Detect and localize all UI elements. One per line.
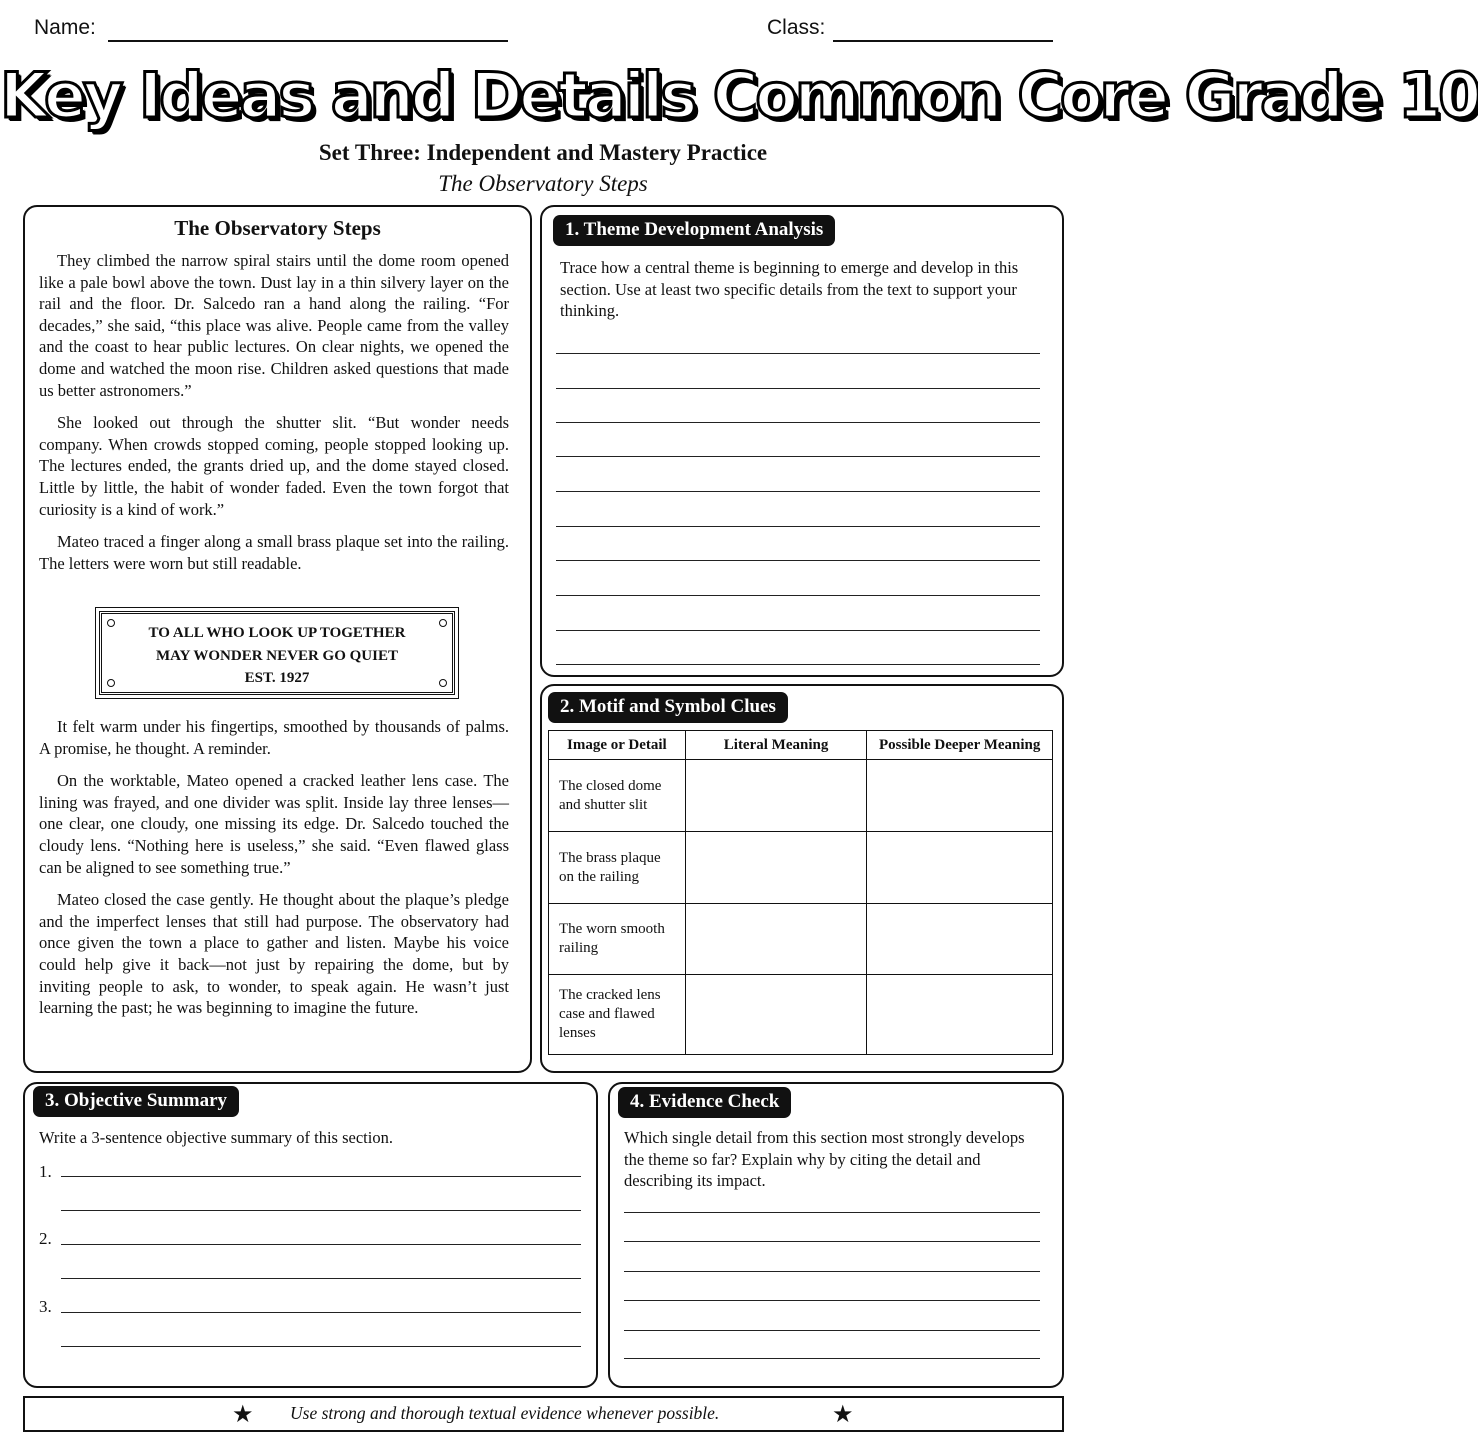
table-row [549, 760, 1053, 832]
deeper-meaning-cell[interactable] [867, 975, 1053, 1055]
screw-icon [439, 619, 447, 627]
column-header: Possible Deeper Meaning [867, 731, 1053, 760]
section1-prompt: Trace how a central theme is beginning to emerge and develop in this section. Use at least two specific details from the text to support your thinking. [560, 258, 1019, 321]
section4-tab: 4. Evidence Check [618, 1087, 791, 1118]
screw-icon [107, 619, 115, 627]
detail-cell: The worn smooth railing [549, 904, 686, 975]
story-paragraph: On the worktable, Mateo opened a cracked leather lens case. The lining was frayed, and one divider was split. Inside lay three lenses—one clear, one cloudy, one missing its edge. Dr. Salcedo touched the cloudy lens. “Nothing here is useless,” she said. “Even flawed glass can be aligned to see something true.” [39, 771, 509, 877]
story-text [39, 250, 509, 574]
screw-icon [107, 679, 115, 687]
detail-cell: The brass plaque on the railing [549, 832, 686, 904]
literal-meaning-cell[interactable] [685, 975, 867, 1055]
section4-answer-area[interactable] [624, 1212, 1040, 1362]
answer-line [624, 1241, 1040, 1242]
worksheet-title: Key Ideas and Details Common Core Grade 10 [0, 59, 1478, 132]
footer-text: Use strong and thorough textual evidence whenever possible. [290, 1403, 720, 1423]
answer-line [556, 526, 1040, 527]
class-field[interactable] [833, 40, 1053, 42]
answer-line [624, 1358, 1040, 1359]
class-label: Class: [767, 16, 826, 39]
name-label: Name: [34, 16, 96, 39]
answer-line [556, 560, 1040, 561]
section3-tab: 3. Objective Summary [33, 1086, 239, 1117]
screw-icon [439, 679, 447, 687]
section3-answer-area[interactable] [61, 1176, 581, 1351]
story-text-continued [39, 716, 509, 1019]
table-row [549, 904, 1053, 975]
answer-line [556, 456, 1040, 457]
answer-line [61, 1244, 581, 1245]
deeper-meaning-cell[interactable] [867, 904, 1053, 975]
story-paragraph: Mateo closed the case gently. He thought about the plaque’s pledge and the imperfect lenses that still had purpose. The observatory had once given the town a place to gather and listen. Maybe his voice could help give it back—not just by repairing the dome, but by inviting people to ask, to wonder, to speak again. He wasn’t just learning the past; he was beginning to imagine the future. [39, 890, 509, 1018]
answer-line [556, 595, 1040, 596]
answer-line [556, 630, 1040, 631]
table-header-row [549, 731, 1053, 760]
story-paragraph: Mateo traced a finger along a small brass plaque set into the railing. The letters were worn but still readable. [39, 532, 509, 573]
answer-line [624, 1330, 1040, 1331]
answer-line [61, 1210, 581, 1211]
deeper-meaning-cell[interactable] [867, 760, 1053, 832]
table-row [549, 975, 1053, 1055]
detail-cell: The closed dome and shutter slit [549, 760, 686, 832]
answer-line [61, 1176, 581, 1177]
detail-cell: The cracked lens case and flawed lenses [549, 975, 686, 1055]
answer-line [556, 422, 1040, 423]
column-header: Literal Meaning [685, 731, 867, 760]
answer-line [556, 664, 1040, 665]
story-paragraph: It felt warm under his fingertips, smoothed by thousands of palms. A promise, he thought. A reminder. [39, 717, 509, 758]
section1-tab: 1. Theme Development Analysis [553, 215, 835, 246]
name-field[interactable] [108, 40, 508, 42]
plaque-line: TO ALL WHO LOOK UP TOGETHER [148, 625, 406, 641]
answer-line [61, 1346, 581, 1347]
section2-tab: 2. Motif and Symbol Clues [548, 692, 788, 723]
deeper-meaning-cell[interactable] [867, 832, 1053, 904]
section3-prompt: Write a 3-sentence objective summary of this section. [39, 1128, 393, 1147]
answer-line [61, 1312, 581, 1313]
worksheet-subtitle: Set Three: Independent and Mastery Practice [318, 140, 768, 165]
item-number: 3. [39, 1297, 52, 1316]
literal-meaning-cell[interactable] [685, 904, 867, 975]
answer-line [556, 353, 1040, 354]
answer-line [556, 491, 1040, 492]
plaque-line: EST. 1927 [244, 670, 310, 686]
star-icon: ★ [232, 1402, 254, 1428]
story-subtitle: The Observatory Steps [438, 171, 648, 196]
section4-prompt: Which single detail from this section most strongly develops the theme so far? Explain why by citing the detail and describing its impact. [624, 1128, 1025, 1191]
item-number: 2. [39, 1229, 52, 1248]
answer-line [624, 1271, 1040, 1272]
column-header: Image or Detail [549, 731, 686, 760]
brass-plaque [99, 611, 455, 695]
answer-line [556, 388, 1040, 389]
answer-line [61, 1278, 581, 1279]
literal-meaning-cell[interactable] [685, 832, 867, 904]
table-row [549, 832, 1053, 904]
motif-table [548, 730, 1053, 1055]
item-number: 1. [39, 1162, 52, 1181]
story-paragraph: She looked out through the shutter slit. “But wonder needs company. When crowds stopped coming, people stopped looking up. The lectures ended, the grants dried up, and the dome stayed closed. Little by little, the habit of wonder faded. Even the town forgot that curiosity is a kind of work.” [39, 413, 509, 519]
story-paragraph: They climbed the narrow spiral stairs until the dome room opened like a pale bowl above the town. Dust lay in a thin silvery layer on the rail and the floor. Dr. Salcedo ran a hand along the railing. “For decades,” she said, “this place was alive. People came from the valley and the coast to hear public lectures. On clear nights, we opened the dome and watched the moon rise. Children asked questions that made us better astronomers.” [39, 251, 509, 400]
answer-line [624, 1212, 1040, 1213]
plaque-line: MAY WONDER NEVER GO QUIET [156, 647, 398, 664]
section1-answer-area[interactable] [556, 353, 1040, 673]
star-icon: ★ [832, 1402, 854, 1428]
literal-meaning-cell[interactable] [685, 760, 867, 832]
answer-line [624, 1300, 1040, 1301]
story-title: The Observatory Steps [174, 216, 381, 240]
